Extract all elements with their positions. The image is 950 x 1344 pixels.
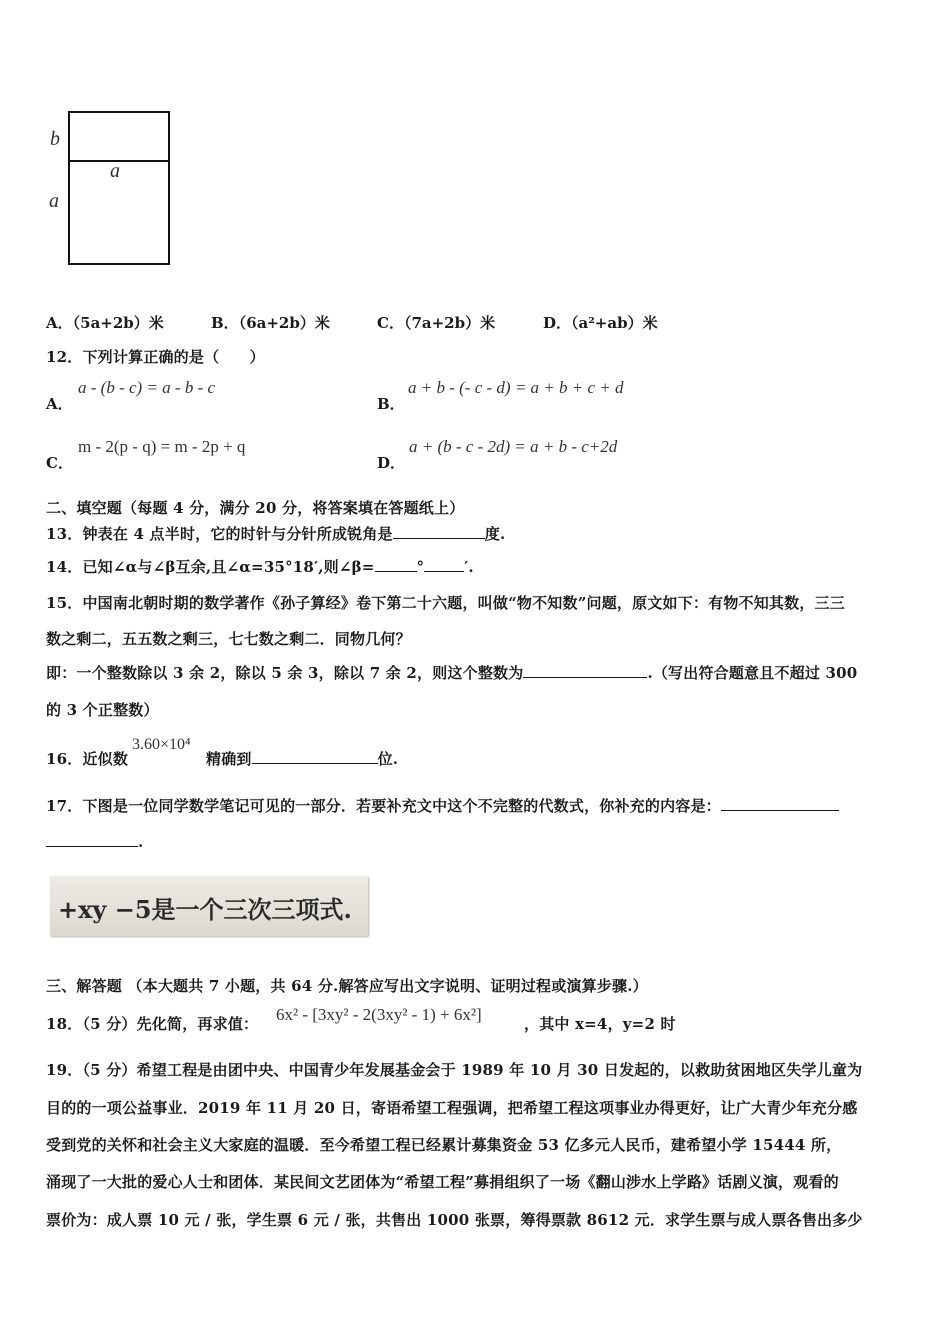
- q16-number: 3.60×10⁴: [132, 736, 191, 753]
- q19-line-3: 受到党的关怀和社会主义大家庭的温暖．至今希望工程已经累计募集资金 53 亿多元人民币，建希望小学 15444 所，: [46, 1136, 842, 1154]
- q16-rest: [206, 748, 398, 769]
- figure-label-b: b: [50, 128, 60, 150]
- q15-line-4: 的 3 个正整数）: [46, 701, 159, 719]
- q12-option-c-expr: m - 2(p - q) = m - 2p + q: [78, 437, 246, 456]
- handwritten-note-image: [50, 876, 368, 936]
- option-text: （7a+2b）米: [403, 314, 496, 332]
- q12-stem: 12．下列计算正确的是（ ）: [46, 348, 265, 366]
- q18-expression: 6x² - [3xy² - 2(3xy² - 1) + 6x²]: [276, 1005, 482, 1024]
- q17-answer-blank-1[interactable]: [721, 796, 839, 811]
- q19-line-4: 涌现了一大批的爱心人士和团体．某民间文艺团体为“希望工程”募捐组织了一场《翻山涉水上学路》话剧义演，观看的: [46, 1173, 839, 1191]
- option-key: B．: [211, 314, 239, 332]
- q12-option-d-key[interactable]: D．: [377, 454, 406, 472]
- q15-line-3: [46, 662, 857, 683]
- q13-text: 13．钟表在 4 点半时，它的时针与分针所成锐角是: [46, 525, 393, 543]
- q11-option-d[interactable]: [543, 312, 658, 333]
- q18-text: 18．（5 分）先化简，再求值：: [46, 1015, 259, 1033]
- option-key: A．: [46, 314, 73, 332]
- q16-text-end: 位.: [377, 750, 399, 768]
- q15-line-1: 15．中国南北朝时期的数学著作《孙子算经》卷下第二十六题，叫做“物不知数”问题，原文如下：有物不知其数，三三: [46, 594, 845, 612]
- q18: [46, 1013, 258, 1034]
- q14-text: 14．已知∠α与∠β互余,且∠α=35°18′,则∠β=: [46, 558, 375, 576]
- q17-line-1: [46, 795, 839, 816]
- q11-option-b[interactable]: [211, 312, 330, 333]
- q14: [46, 556, 474, 577]
- q13-answer-blank[interactable]: [393, 524, 485, 539]
- q19-line-1: 19．（5 分）希望工程是由团中央、中国青少年发展基金会于 1989 年 10 月 30 日发起的，以救助贫困地区失学儿童为: [46, 1061, 863, 1079]
- q12-option-b-key[interactable]: B．: [377, 395, 405, 413]
- option-key: C．: [377, 314, 404, 332]
- q14-degree-sign: °: [416, 558, 425, 576]
- q12-option-a-expr: a - (b - c) = a - b - c: [78, 378, 216, 397]
- q15-text-end: .（写出符合题意且不超过 300: [647, 664, 858, 682]
- q12-option-c-key[interactable]: C．: [46, 454, 73, 472]
- q15-text: 即：一个整数除以 3 余 2，除以 5 余 3，除以 7 余 2，则这个整数为: [46, 664, 524, 682]
- q14-minute-blank[interactable]: [424, 557, 464, 572]
- q19-line-2: 目的的一项公益事业．2019 年 11 月 20 日，寄语希望工程强调，把希望工程这项事业办得更好，让广大青少年充分感: [46, 1099, 858, 1117]
- q15-line-2: 数之剩二，五五数之剩三，七七数之剩二．同物几何？: [46, 630, 411, 648]
- option-text: （a²+ab）米: [571, 314, 658, 332]
- q16-text-mid: 精确到: [206, 750, 252, 768]
- option-key: D．: [543, 314, 572, 332]
- option-text: （5a+2b）米: [72, 314, 164, 332]
- q14-degree-blank[interactable]: [375, 557, 417, 572]
- figure-label-a-side: a: [49, 190, 59, 212]
- rectangle-figure: [44, 105, 184, 270]
- q16-answer-blank[interactable]: [252, 749, 378, 764]
- q12-option-d-expr: a + (b - c - 2d) = a + b - c+2d: [409, 437, 618, 456]
- q14-text-end: ′.: [464, 558, 474, 576]
- q12-option-a-key[interactable]: A．: [46, 395, 73, 413]
- q19-line-5: 票价为：成人票 10 元 / 张，学生票 6 元 / 张，共售出 1000 张票，筹得票款 8612 元．求学生票与成人票各售出多少: [46, 1211, 863, 1229]
- section-3-heading: 三、解答题 （本大题共 7 小题，共 64 分.解答应写出文字说明、证明过程或演算步骤.）: [46, 977, 648, 995]
- q11-option-a[interactable]: [46, 312, 164, 333]
- q16: [46, 748, 128, 769]
- q17-line-2: [46, 832, 143, 851]
- q17-text-end: .: [138, 833, 144, 851]
- note-text: +xy −5是一个三次三项式.: [58, 895, 352, 924]
- q18-condition: ，其中 x=4，y=2 时: [524, 1015, 676, 1033]
- q15-answer-blank[interactable]: [523, 663, 647, 678]
- q17-text: 17．下图是一位同学数学笔记可见的一部分．若要补充文中这个不完整的代数式，你补充的内容是：: [46, 797, 721, 815]
- q13-text-end: 度.: [484, 525, 506, 543]
- q11-option-c[interactable]: [377, 312, 495, 333]
- q13: [46, 523, 505, 544]
- q12-option-b-expr: a + b - (- c - d) = a + b + c + d: [408, 378, 624, 397]
- q16-text: 16．近似数: [46, 750, 129, 768]
- q17-answer-blank-2[interactable]: [46, 832, 138, 847]
- section-2-heading: 二、填空题（每题 4 分，满分 20 分，将答案填在答题纸上）: [46, 499, 465, 517]
- figure-label-a-inner: a: [110, 160, 120, 182]
- option-text: （6a+2b）米: [238, 314, 330, 332]
